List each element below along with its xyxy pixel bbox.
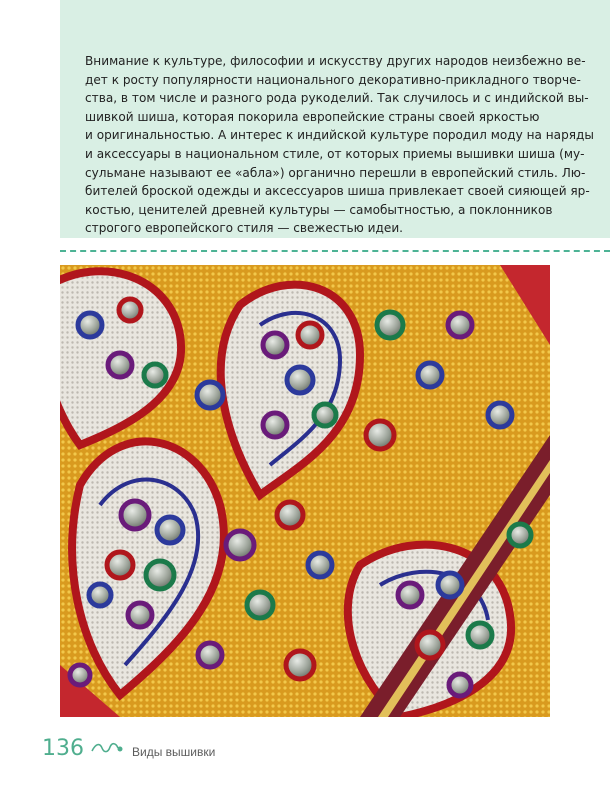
intro-line: бителей броской одежды и аксессуаров шиша привлекает своей сияющей яр- [85, 184, 590, 199]
intro-line: и оригинальностью. А интерес к индийской культуре породил моду на наряды [85, 128, 594, 143]
intro-line: ства, в том числе и разного рода рукоделий. Так случилось и с индийской вы- [85, 91, 589, 106]
intro-line: Внимание к культуре, философии и искусству других народов неизбежно ве- [85, 54, 586, 68]
intro-line: костью, ценителей древней культуры — самобытностью, а поклонников [85, 202, 553, 217]
intro-line: и аксессуары в национальном стиле, от которых приемы вышивки шиша (му- [85, 146, 585, 161]
shisha-embroidery-photo [60, 265, 550, 717]
thread-spool-icon [90, 740, 124, 759]
intro-line: дет к росту популярности национального декоративно-прикладного творче- [85, 72, 581, 87]
intro-line: шивкой шиша, которая покорила европейские страны своей яркостью [85, 109, 540, 124]
intro-paragraph [85, 52, 594, 238]
dashed-divider [60, 250, 610, 252]
page-number: 136 [42, 736, 84, 761]
intro-line: сульмане называют ее «абла») органично перешли в европейский стиль. Лю- [85, 165, 586, 180]
intro-line: строгого европейского стиля — свежестью идеи. [85, 221, 404, 236]
section-title: Виды вышивки [132, 745, 216, 759]
